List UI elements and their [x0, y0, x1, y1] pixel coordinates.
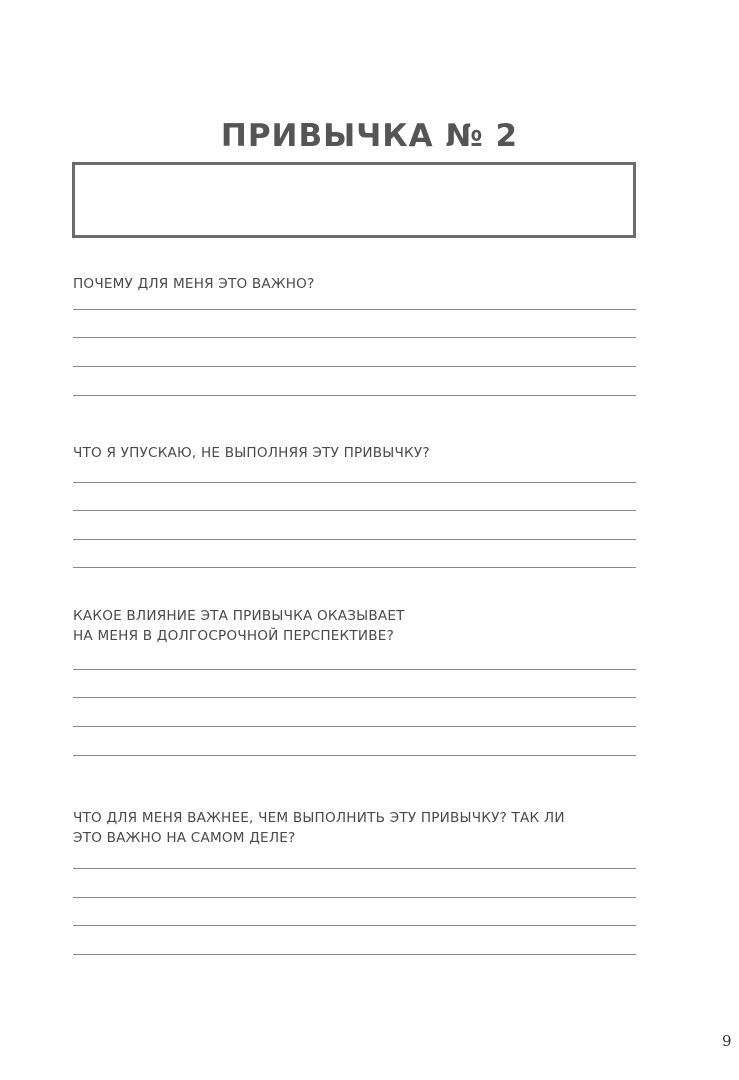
question-2-line-1: ЧТО Я УПУСКАЮ, НЕ ВЫПОЛНЯЯ ЭТУ ПРИВЫЧКУ?	[73, 445, 430, 461]
question-1-line-1: ПОЧЕМУ ДЛЯ МЕНЯ ЭТО ВАЖНО?	[73, 276, 315, 292]
question-4-line-1: ЧТО ДЛЯ МЕНЯ ВАЖНЕЕ, ЧЕМ ВЫПОЛНИТЬ ЭТУ ПРИВЫЧКУ? ТАК ЛИ	[73, 810, 565, 826]
question-2-text	[73, 443, 653, 463]
question-4-line-2: ЭТО ВАЖНО НА САМОМ ДЕЛЕ?	[73, 830, 296, 846]
question-3-text	[73, 606, 653, 646]
question-3-answer-line[interactable]	[73, 669, 636, 670]
question-1-answer-line[interactable]	[73, 395, 636, 396]
question-1-answer-line[interactable]	[73, 366, 636, 367]
question-3-answer-line[interactable]	[73, 755, 636, 756]
page-title: ПРИВЫЧКА № 2	[220, 118, 519, 154]
question-2-answer-line[interactable]	[73, 567, 636, 568]
question-3-line-1: КАКОЕ ВЛИЯНИЕ ЭТА ПРИВЫЧКА ОКАЗЫВАЕТ	[73, 608, 405, 624]
question-4-answer-line[interactable]	[73, 868, 636, 869]
question-3-line-2: НА МЕНЯ В ДОЛГОСРОЧНОЙ ПЕРСПЕКТИВЕ?	[73, 628, 395, 644]
question-1-text	[73, 274, 653, 294]
page-number: 9	[722, 1032, 732, 1050]
question-3-answer-line[interactable]	[73, 726, 636, 727]
question-4-answer-line[interactable]	[73, 954, 636, 955]
question-1-answer-line[interactable]	[73, 309, 636, 310]
question-4-answer-line[interactable]	[73, 897, 636, 898]
question-2-answer-line[interactable]	[73, 482, 636, 483]
question-3-answer-line[interactable]	[73, 697, 636, 698]
question-1-answer-line[interactable]	[73, 337, 636, 338]
habit-name-field[interactable]	[72, 162, 636, 238]
question-2-answer-line[interactable]	[73, 510, 636, 511]
question-4-text	[73, 808, 653, 848]
question-4-answer-line[interactable]	[73, 925, 636, 926]
question-2-answer-line[interactable]	[73, 539, 636, 540]
